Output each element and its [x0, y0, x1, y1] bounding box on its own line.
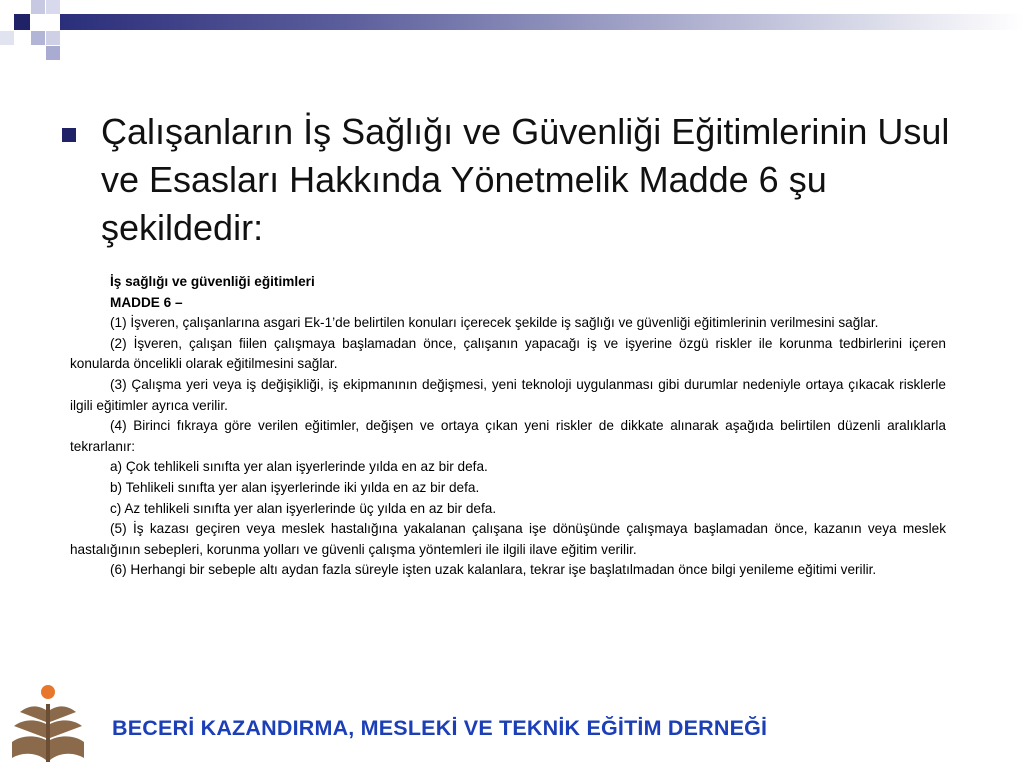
article-paragraph-5: (5) İş kazası geçiren veya meslek hastalığına yakalanan çalışana işe dönüşünde çalışmaya başlamadan önce, kazanın veya meslek hastalığının sebepleri, korunma yolları ve güvenli çalışma yöntemleri ile ilgili ilave eğitim verilir. [70, 521, 946, 557]
article-paragraph-4: (4) Birinci fıkraya göre verilen eğitimler, değişen ve ortaya çıkan yeni riskler de dikkate alınarak aşağıda belirtilen düzenli aralıklarla tekrarlanır: [70, 418, 946, 454]
book-sprout-logo-icon [10, 682, 86, 764]
article-paragraph-2: (2) İşveren, çalışan fiilen çalışmaya başlamadan önce, çalışanın yapacağı iş ve işyerine özgü riskler ile korunma tedbirlerini içeren konularda öncelikli olarak eğitilmesini sağlar. [70, 335, 946, 372]
article-item-a: a) Çok tehlikeli sınıfta yer alan işyerlerinde yılda en az bir defa. [110, 459, 488, 475]
article-item-b: b) Tehlikeli sınıfta yer alan işyerlerinde iki yılda en az bir defa. [110, 479, 480, 495]
deco-square [14, 14, 30, 30]
deco-square [46, 0, 60, 14]
deco-square [31, 0, 45, 14]
footer-organization-name: BECERİ KAZANDIRMA, MESLEKİ VE TEKNİK EĞİTİM DERNEĞİ [112, 716, 768, 740]
article-paragraph-1: (1) İşveren, çalışanlarına asgari Ek-1’de belirtilen konuları içerecek şekilde iş sağlığı ve güvenliği eğitimlerinin verilmesini sağlar. [110, 315, 879, 331]
article-number: MADDE 6 – [110, 294, 183, 310]
square-bullet-icon [62, 128, 76, 142]
deco-square [31, 31, 45, 45]
article-paragraph-6: (6) Herhangi bir sebeple altı aydan fazla süreyle işten uzak kalanlara, tekrar işe başlatılmadan önce bilgi yenileme eğitimi verilir. [110, 562, 877, 578]
header-gradient-bar [60, 14, 1024, 30]
article-paragraph-3: (3) Çalışma yeri veya iş değişikliği, iş ekipmanının değişmesi, yeni teknoloji uygulanması gibi durumlar nedeniyle ortaya çıkacak risklerle ilgili eğitimler ayrıca verilir. [70, 376, 946, 413]
article-heading: İş sağlığı ve güvenliği eğitimleri [110, 274, 315, 289]
deco-square [46, 46, 60, 60]
regulation-article [70, 272, 946, 581]
bullet-text: Çalışanların İş Sağlığı ve Güvenliği Eğitimlerinin Usul ve Esasları Hakkında Yönetmelik Madde 6 şu şekildedir: [101, 111, 950, 248]
deco-square [46, 31, 60, 45]
article-item-c: c) Az tehlikeli sınıfta yer alan işyerlerinde üç yılda en az bir defa. [110, 500, 497, 516]
deco-square [0, 31, 14, 45]
